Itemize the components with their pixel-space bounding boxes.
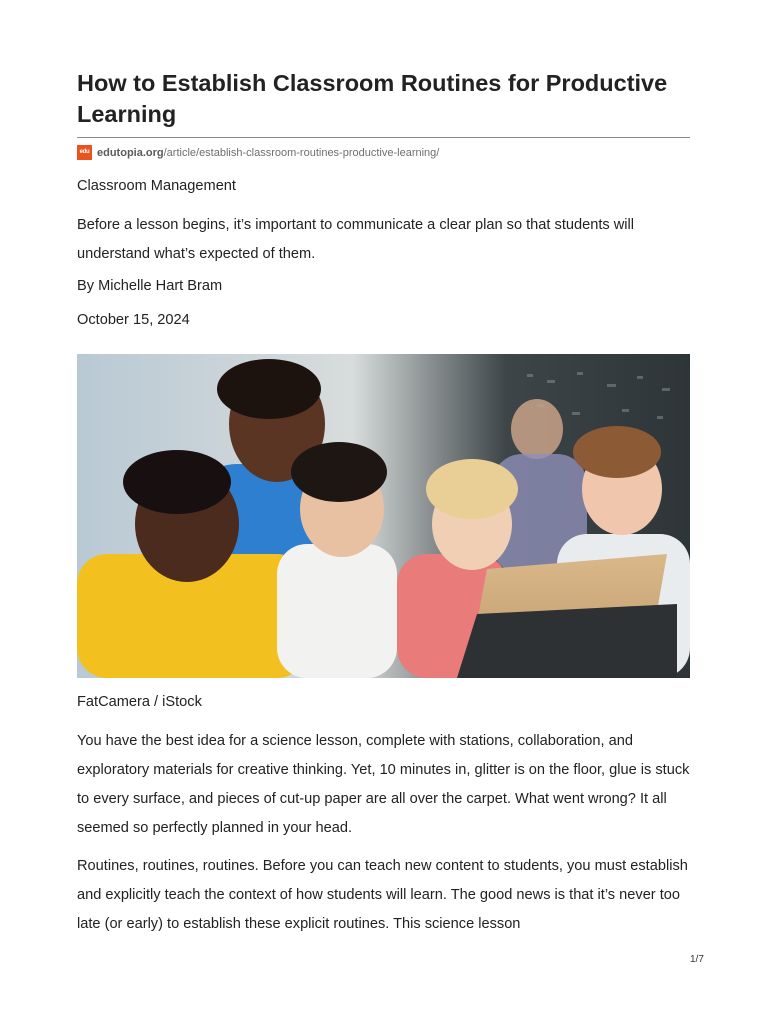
- hero-image-illustration: [77, 354, 690, 678]
- article-title: How to Establish Classroom Routines for Productive Learning: [77, 70, 668, 127]
- page-indicator: 1/7: [690, 954, 704, 965]
- body-paragraph: Routines, routines, routines. Before you can teach new content to students, you must establish and explicitly teach the context of how students will learn. The good news is that it’s never too late (or early) to establish these explicit routines. This science lesson: [77, 858, 688, 932]
- source-domain: edutopia.org: [97, 146, 164, 159]
- source-path: /article/establish-classroom-routines-productive-learning/: [163, 146, 440, 159]
- hero-image: [77, 354, 690, 678]
- body-paragraph: You have the best idea for a science lesson, complete with stations, collaboration, and exploratory materials for creative thinking. Yet, 10 minutes in, glitter is on the floor, glue is stuck to every surface, and pieces of cut-up paper are all over the carpet. What went wrong? It all seemed so perfectly planned in your head.: [77, 733, 690, 836]
- title-divider: [77, 137, 690, 138]
- article-date: October 15, 2024: [77, 312, 190, 328]
- source-link[interactable]: [77, 145, 439, 160]
- article-byline: By Michelle Hart Bram: [77, 278, 223, 294]
- article-dek: Before a lesson begins, it’s important to communicate a clear plan so that students will understand what’s expected of them.: [77, 217, 635, 262]
- image-credit: FatCamera / iStock: [77, 694, 202, 710]
- article-category: Classroom Management: [77, 178, 236, 194]
- edutopia-logo-icon: edu: [77, 145, 92, 160]
